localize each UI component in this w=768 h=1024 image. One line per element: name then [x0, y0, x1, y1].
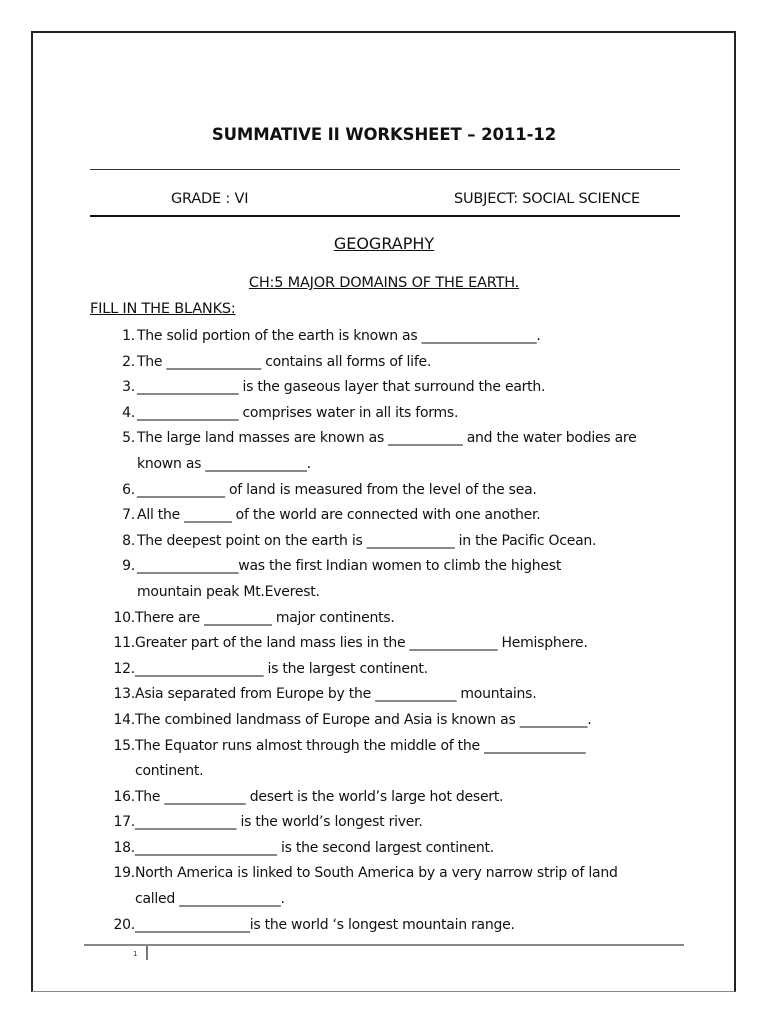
- question-text: The ____________ desert is the world’s large hot desert.: [135, 788, 504, 805]
- section-title: GEOGRAPHY: [333, 234, 435, 253]
- question-item: [100, 734, 700, 785]
- page-number: 1: [133, 950, 138, 958]
- question-item: [100, 503, 700, 529]
- question-text: _______________ is the world’s longest river.: [135, 814, 423, 831]
- question-number: 14.: [113, 711, 135, 728]
- question-number: 1.: [122, 328, 135, 344]
- question-text: The deepest point on the earth is _____________ in the Pacific Ocean.: [137, 532, 597, 549]
- chapter-title: CH:5 MAJOR DOMAINS OF THE EARTH.: [248, 275, 520, 291]
- question-item: [100, 913, 700, 939]
- question-item: [100, 529, 700, 555]
- subject-label: SUBJECT: SOCIAL SCIENCE: [454, 191, 641, 207]
- question-item: [100, 478, 700, 504]
- question-item: [100, 682, 700, 708]
- question-item: [100, 426, 700, 477]
- question-text: _______________ comprises water in all its forms.: [137, 404, 459, 421]
- question-item: [100, 785, 700, 811]
- question-item: [100, 606, 700, 632]
- footer-divider: [84, 944, 684, 946]
- question-text: _____________ of land is measured from the level of the sea.: [137, 481, 537, 498]
- question-text: _________________is the world ‘s longest mountain range.: [135, 916, 515, 933]
- question-number: 16.: [113, 788, 135, 805]
- question-text: _______________was the first Indian women to climb the highest mountain peak Mt.Everest.: [137, 558, 562, 600]
- question-item: [100, 810, 700, 836]
- question-number: 9.: [122, 558, 135, 575]
- question-text: North America is linked to South America by a very narrow strip of land called _______________.: [135, 865, 618, 908]
- grade-label: GRADE : VI: [171, 191, 249, 207]
- question-item: [100, 554, 700, 605]
- question-text: There are __________ major continents.: [135, 609, 395, 626]
- page-number-separator: [146, 946, 148, 960]
- question-item: [100, 836, 700, 862]
- question-item: [100, 861, 700, 912]
- question-number: 5.: [122, 430, 135, 447]
- instructions-heading: FILL IN THE BLANKS:: [90, 301, 236, 317]
- question-text: ___________________ is the largest continent.: [135, 660, 428, 677]
- worksheet-title: SUMMATIVE II WORKSHEET – 2011-12: [211, 125, 557, 144]
- question-item: [100, 324, 700, 350]
- question-number: 18.: [113, 839, 135, 856]
- question-number: 12.: [113, 660, 135, 677]
- question-text: The Equator runs almost through the middle of the _______________ continent.: [135, 737, 586, 780]
- question-number: 7.: [122, 507, 135, 524]
- question-text: The solid portion of the earth is known as _________________.: [137, 328, 541, 344]
- question-text: Asia separated from Europe by the ____________ mountains.: [135, 686, 537, 703]
- question-item: [100, 401, 700, 427]
- question-item: [100, 657, 700, 683]
- question-number: 20.: [113, 916, 135, 933]
- question-text: _______________ is the gaseous layer that surround the earth.: [137, 379, 546, 396]
- question-text: All the _______ of the world are connected with one another.: [137, 507, 541, 524]
- question-number: 4.: [122, 404, 135, 421]
- question-number: 3.: [122, 379, 135, 396]
- question-number: 8.: [122, 532, 135, 549]
- question-text: The ______________ contains all forms of life.: [137, 353, 432, 370]
- question-number: 15.: [113, 737, 135, 754]
- question-text: Greater part of the land mass lies in the _____________ Hemisphere.: [135, 635, 588, 652]
- question-number: 6.: [122, 481, 135, 498]
- title-divider: [90, 169, 680, 170]
- question-item: [100, 375, 700, 401]
- question-text: The large land masses are known as ___________ and the water bodies are known as _______________.: [137, 430, 637, 472]
- question-number: 10.: [113, 609, 135, 626]
- question-text: _____________________ is the second largest continent.: [135, 839, 494, 856]
- question-number: 2.: [122, 353, 135, 370]
- question-item: [100, 350, 700, 376]
- question-item: [100, 708, 700, 734]
- question-text: The combined landmass of Europe and Asia is known as __________.: [135, 711, 592, 728]
- question-number: 17.: [113, 814, 135, 831]
- question-number: 19.: [113, 865, 135, 882]
- question-list: [100, 324, 700, 938]
- question-item: [100, 631, 700, 657]
- question-number: 13.: [113, 686, 135, 703]
- header-divider: [90, 215, 680, 217]
- question-number: 11.: [113, 635, 135, 652]
